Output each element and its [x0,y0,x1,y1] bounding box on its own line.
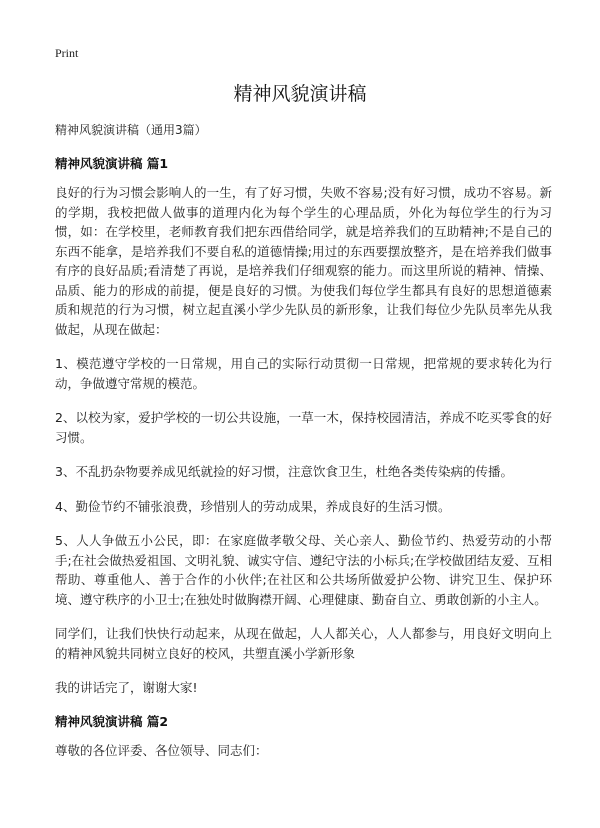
paragraph: 尊敬的各位评委、各位领导、同志们： [55,742,268,758]
paragraph: 同学们，让我们快快行动起来，从现在做起，人人都关心，人人都参与，用良好文明向上的精神风貌共同树立良好的校风，共塑直溪小学新形象 [55,626,552,661]
section-heading: 精神风貌演讲稿 篇2 [55,713,169,729]
document-title: 精神风貌演讲稿 [233,83,367,105]
section-1 [55,155,552,698]
paragraph: 良好的行为习惯会影响人的一生，有了好习惯，失败不容易;没有好习惯，成功不容易。新的学期，我校把做人做事的道理内化为每个学生的心理品质，外化为每位学生的行为习惯，如：在学校里，老师教育我们把东西借给同学，就是培养我们的互助精神;不是自己的东西不能拿，是培养我们不要自私的道德情操;用过的东西要摆放整齐，是在培养我们做事有序的良好品质;看清楚了再说，是培养我们仔细观察的能力。而这里所说的精神、情操、品质、能力的形成的前提，便是良好的习惯。为使我们每位学生都具有良好的思想道德素质和规范的行为习惯，树立起直溪小学少先队员的新形象，让我们每位少先队员率先从我做起，从现在做起： [55,185,552,337]
section-2 [55,713,552,761]
print-link[interactable]: Print [55,46,79,60]
paragraph: 5、人人争做五小公民，即：在家庭做孝敬父母、关心亲人、勤俭节约、热爱劳动的小帮手;在社会做热爱祖国、文明礼貌、诚实守信、遵纪守法的小标兵;在学校做团结友爱、互相帮助、尊重他人、善于合作的小伙伴;在社区和公共场所做爱护公物、讲究卫生、保护环境、遵守秩序的小卫士;在独处时做胸襟开阔、心理健康、勤奋自立、勇敢创新的小主人。 [55,533,552,607]
document-body [55,121,552,775]
paragraph: 1、模范遵守学校的一日常规，用自己的实际行动贯彻一日常规，把常规的要求转化为行动，争做遵守常规的模范。 [55,356,552,391]
paragraph: 3、不乱扔杂物要养成见纸就捡的好习惯，注意饮食卫生，杜绝各类传染病的传播。 [55,464,513,479]
paragraph: 4、勤俭节约不铺张浪费，珍惜别人的劳动成果，养成良好的生活习惯。 [55,498,451,514]
section-heading: 精神风貌演讲稿 篇1 [55,156,169,171]
paragraph: 2、以校为家，爱护学校的一切公共设施，一草一木，保持校园清洁，养成不吃买零食的好习惯。 [55,410,552,445]
document-subtitle: 精神风貌演讲稿（通用3篇） [55,123,207,137]
paragraph: 我的讲话完了，谢谢大家! [55,680,198,695]
